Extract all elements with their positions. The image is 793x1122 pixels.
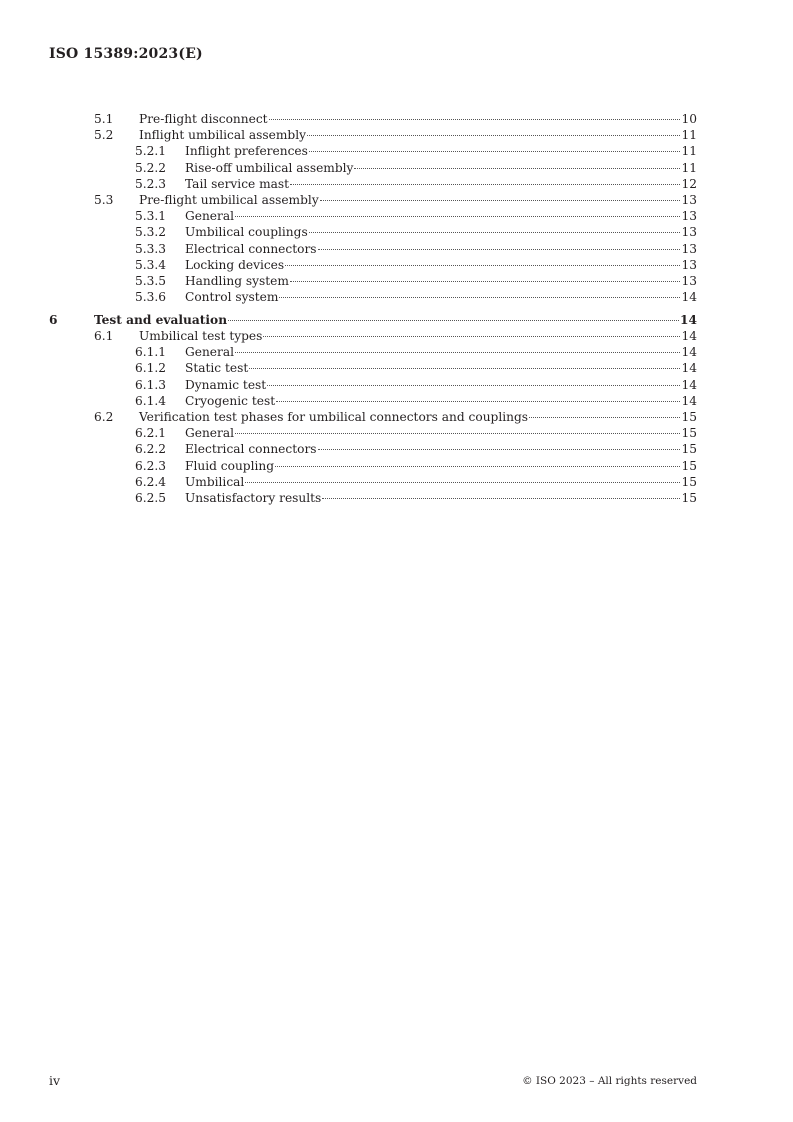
toc-entry-title[interactable]: Control system (185, 290, 279, 305)
toc-entry[interactable] (0, 328, 793, 344)
toc-entry[interactable] (0, 127, 793, 143)
toc-entry-line (185, 289, 697, 305)
toc-entry-number: 6.1 (94, 329, 114, 344)
toc-entry-title[interactable]: Cryogenic test (185, 393, 276, 408)
toc-entry-title[interactable]: Umbilical test types (139, 329, 263, 344)
toc-entry-page: 14 (680, 312, 697, 327)
dot-leader (309, 151, 681, 152)
dot-leader (290, 281, 681, 282)
toc-entry[interactable] (0, 490, 793, 506)
toc-entry-page: 13 (681, 192, 697, 207)
toc-entry[interactable] (0, 143, 793, 159)
toc-entry-number: 6.2 (94, 409, 114, 424)
toc-entry[interactable] (0, 192, 793, 208)
toc-entry[interactable] (0, 312, 793, 328)
toc-entry-page: 13 (681, 209, 697, 224)
toc-entry-line (185, 160, 697, 176)
toc-entry-number: 5.3.3 (135, 241, 167, 256)
toc-entry-number: 5.3.2 (135, 225, 167, 240)
toc-entry-page: 13 (681, 225, 697, 240)
toc-entry-line (185, 273, 697, 289)
toc-entry-title[interactable]: Static test (185, 361, 249, 376)
toc-entry-title[interactable]: Pre-flight disconnect (139, 112, 268, 126)
copyright-notice: © ISO 2023 – All rights reserved (522, 1075, 697, 1087)
toc-entry-number: 6.1.4 (135, 393, 167, 408)
toc-entry-line (185, 360, 697, 376)
dot-leader (249, 368, 680, 369)
toc-entry-number: 5.2.3 (135, 176, 167, 191)
toc-entry-number: 5.2.2 (135, 160, 167, 175)
dot-leader (307, 135, 680, 136)
dot-leader (322, 498, 680, 499)
toc-entry-title[interactable]: Pre-flight umbilical assembly (139, 192, 319, 207)
document-id-header: ISO 15389:2023(E) (49, 46, 203, 62)
toc-entry-number: 6 (49, 312, 58, 327)
dot-leader (285, 265, 680, 266)
toc-entry-title[interactable]: Test and evaluation (94, 312, 228, 327)
toc-entry-line (185, 224, 697, 240)
toc-entry-number: 6.2.3 (135, 458, 167, 473)
toc-entry-page: 14 (681, 290, 697, 305)
toc-entry[interactable] (0, 224, 793, 240)
toc-entry-title[interactable]: Electrical connectors (185, 442, 317, 457)
toc-entry-line (185, 241, 697, 257)
toc-entry-page: 15 (681, 474, 697, 489)
toc-entry-title[interactable]: Tail service mast (185, 176, 290, 191)
toc-entry-page: 13 (681, 241, 697, 256)
toc-entry-number: 5.3 (94, 192, 114, 207)
toc-entry-page: 15 (681, 426, 697, 441)
toc-entry-number: 5.3.4 (135, 257, 167, 272)
toc-entry[interactable] (0, 257, 793, 273)
toc-entry[interactable] (0, 425, 793, 441)
toc-entry-line (139, 409, 697, 425)
toc-entry-title[interactable]: Umbilical (185, 474, 245, 489)
dot-leader (267, 385, 680, 386)
toc-entry-line (185, 441, 697, 457)
toc-entry-line (139, 127, 697, 143)
toc-entry-page: 10 (681, 112, 697, 126)
toc-entry-number: 5.3.1 (135, 209, 167, 224)
page-number: iv (49, 1073, 61, 1088)
toc-entry-line (185, 344, 697, 360)
toc-entry-line (139, 192, 697, 208)
toc-entry[interactable] (0, 176, 793, 192)
toc-entry[interactable] (0, 360, 793, 376)
toc-entry-title[interactable]: Locking devices (185, 257, 285, 272)
toc-entry[interactable] (0, 441, 793, 457)
toc-entry[interactable] (0, 208, 793, 224)
toc-entry-page: 13 (681, 257, 697, 272)
toc-entry-number: 6.1.2 (135, 361, 167, 376)
toc-entry-page: 14 (681, 345, 697, 360)
dot-leader (320, 200, 681, 201)
toc-entry-page: 14 (681, 361, 697, 376)
toc-entry-title[interactable]: Electrical connectors (185, 241, 317, 256)
toc-entry-title[interactable]: General (185, 345, 234, 360)
dot-leader (318, 449, 681, 450)
toc-entry-title[interactable]: Verification test phases for umbilical connectors and couplings (139, 409, 529, 424)
toc-entry[interactable] (0, 377, 793, 393)
toc-entry-title[interactable]: Inflight umbilical assembly (139, 128, 307, 143)
dot-leader (269, 119, 681, 120)
toc-entry-number: 6.2.4 (135, 474, 167, 489)
toc-entry-number: 5.2 (94, 128, 114, 143)
dot-leader (235, 352, 680, 353)
toc-entry-title[interactable]: Handling system (185, 273, 289, 288)
dot-leader (318, 249, 681, 250)
toc-entry-line (185, 490, 697, 506)
toc-entry-line (185, 425, 697, 441)
toc-entry-number: 6.2.5 (135, 490, 167, 505)
dot-leader (245, 482, 680, 483)
dot-leader (309, 232, 681, 233)
toc-entry-title[interactable]: General (185, 209, 234, 224)
toc-entry-page: 12 (681, 176, 697, 191)
dot-leader (354, 168, 680, 169)
toc-entry-page: 15 (681, 409, 697, 424)
toc-entry[interactable] (0, 160, 793, 176)
dot-leader (228, 320, 679, 321)
dot-leader (529, 417, 680, 418)
toc-entry[interactable] (0, 111, 793, 127)
toc-entry-number: 5.1 (94, 112, 114, 126)
toc-entry-line (94, 312, 697, 328)
toc-entry-page: 11 (681, 160, 697, 175)
toc-entry-page: 15 (681, 490, 697, 505)
toc-entry-page: 13 (681, 273, 697, 288)
table-of-contents (0, 111, 793, 506)
dot-leader (235, 216, 680, 217)
toc-entry-page: 15 (681, 442, 697, 457)
dot-leader (279, 297, 680, 298)
toc-entry-number: 5.3.5 (135, 273, 167, 288)
dot-leader (276, 401, 680, 402)
toc-entry-title[interactable]: Fluid coupling (185, 458, 275, 473)
toc-entry-line (185, 143, 697, 159)
toc-entry-page: 14 (681, 329, 697, 344)
toc-entry-line (139, 328, 697, 344)
toc-entry-title[interactable]: Umbilical couplings (185, 225, 308, 240)
toc-entry-title[interactable]: General (185, 426, 234, 441)
toc-entry-page: 11 (681, 144, 697, 159)
toc-entry-title[interactable]: Inflight preferences (185, 144, 308, 159)
toc-entry-line (185, 458, 697, 474)
toc-entry-page: 15 (681, 458, 697, 473)
toc-entry[interactable] (0, 409, 793, 425)
toc-entry-line (185, 208, 697, 224)
dot-leader (235, 433, 680, 434)
dot-leader (290, 184, 680, 185)
dot-leader (263, 336, 680, 337)
toc-entry[interactable] (0, 344, 793, 360)
toc-entry-title[interactable]: Dynamic test (185, 377, 267, 392)
toc-entry-line (139, 111, 697, 127)
toc-entry-number: 5.3.6 (135, 290, 167, 305)
toc-entry-line (185, 257, 697, 273)
toc-entry-number: 6.1.1 (135, 345, 167, 360)
toc-entry-line (185, 393, 697, 409)
toc-entry-line (185, 176, 697, 192)
toc-entry-number: 5.2.1 (135, 144, 167, 159)
toc-entry[interactable] (0, 241, 793, 257)
toc-entry-title[interactable]: Unsatisfactory results (185, 490, 322, 505)
toc-entry[interactable] (0, 474, 793, 490)
toc-entry-page: 14 (681, 393, 697, 408)
toc-entry-number: 6.1.3 (135, 377, 167, 392)
toc-entry-page: 14 (681, 377, 697, 392)
toc-entry[interactable] (0, 273, 793, 289)
toc-entry[interactable] (0, 289, 793, 305)
toc-entry-line (185, 474, 697, 490)
toc-entry-page: 11 (681, 128, 697, 143)
toc-entry-number: 6.2.1 (135, 426, 167, 441)
toc-entry[interactable] (0, 393, 793, 409)
toc-entry-title[interactable]: Rise-off umbilical assembly (185, 160, 354, 175)
dot-leader (275, 466, 680, 467)
toc-entry-number: 6.2.2 (135, 442, 167, 457)
toc-entry-line (185, 377, 697, 393)
toc-entry[interactable] (0, 458, 793, 474)
